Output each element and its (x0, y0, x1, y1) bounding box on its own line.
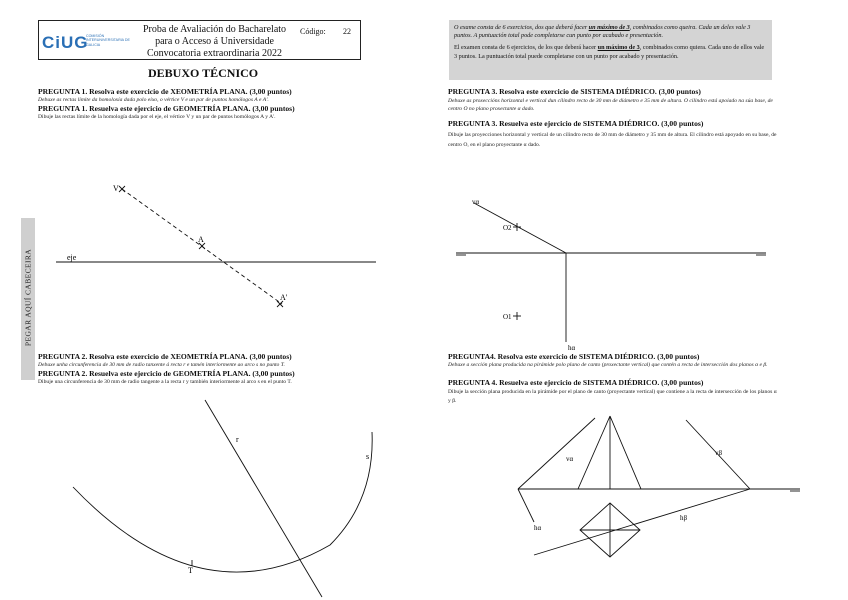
q4-label-v-beta: vβ (715, 449, 723, 457)
ciug-logo: CiUG (42, 33, 89, 52)
q4-trace-h-beta (534, 489, 750, 555)
q3-label-v-alpha: vα (472, 198, 480, 206)
q4-pyramid-right-edge (610, 416, 641, 489)
q2-arc-s (73, 432, 372, 572)
q3-point-o2 (513, 223, 521, 231)
q4-drawing (518, 416, 800, 557)
q2-label-t: T (188, 566, 193, 575)
q3-trace-v-alpha (474, 203, 566, 253)
q2-text-spanish: Dibuje una circunferencia de 30 mm de radio tangente a la recta r y también interiormente al arco s en el punto T. (38, 379, 292, 385)
q2-title-spanish: PREGUNTA 2. Resuelva este ejercicio de GEOMETRÍA PLANA. (3,00 puntos) (38, 369, 295, 378)
q3-label-o2: O2 (503, 224, 512, 232)
header-line-1: Proba de Avaliación do Bacharelato (142, 24, 287, 35)
q2-label-r: r (236, 435, 239, 444)
q1-label-a: A (198, 235, 204, 244)
q4-text-galician: Debuxe a sección plana producida na pirámide polo plano de canto (proxectante vertical) que contén a recta de intersección dos planos α e β. (448, 362, 768, 368)
codigo-value: 22 (343, 27, 351, 36)
q4-pyramid-left-edge (578, 416, 610, 489)
instructions-galician: O exame consta de 6 exercicios, dos que deberá facer un máximo de 3, combinados como queira. Cada un deles vale 3 puntos. A puntuación total pode completarse cun punto por acabado e presentación. (454, 24, 751, 40)
q4-label-h-alpha: hα (534, 524, 542, 532)
q3-label-h-alpha: hα (568, 344, 576, 352)
header-line-2: para o Acceso á Universidade (155, 36, 274, 47)
q1-title-spanish: PREGUNTA 1. Resuelva este ejercicio de GEOMETRÍA PLANA. (3,00 puntos) (38, 104, 295, 113)
codigo-label: Código: (300, 27, 326, 36)
q2-line-r (205, 400, 322, 597)
q2-drawing (73, 400, 372, 597)
page-title: DEBUXO TÉCNICO (148, 66, 259, 80)
q1-text-galician: Debuxe as rectas límite da homoloxía dada polo eixo, o vértice V e un par de puntos homólogos A e A'. (38, 97, 269, 103)
q3-label-o1: O1 (503, 313, 512, 321)
q4-title-spanish: PREGUNTA 4. Resuelva este ejercicio de SISTEMA DIÉDRICO. (3,00 puntos) (448, 378, 704, 387)
q3-title-galician: PREGUNTA 3. Resolva este exercicio de SISTEMA DIÉDRICO. (3,00 puntos) (448, 87, 701, 96)
q2-title-galician: PREGUNTA 2. Resolva este exercicio de XEOMETRÍA PLANA. (3,00 puntos) (38, 352, 292, 361)
q1-label-a-prime: A' (280, 293, 288, 302)
q3-point-o1 (513, 312, 521, 320)
header-line-3: Convocatoria extraordinaria 2022 (147, 48, 282, 59)
q4-title-galician: PREGUNTA4. Resolva este exercicio de SISTEMA DIÉDRICO. (3,00 puntos) (448, 352, 700, 361)
q4-label-v-alpha: vα (566, 455, 574, 463)
q1-label-eje: eje (67, 253, 77, 262)
q1-text-spanish: Dibuje las rectas límite de la homología dada por el eje, el vértice V y un par de puntos homólogos A y A'. (38, 114, 276, 120)
q4-text-spanish: Dibuje la sección plana producida en la pirámide por el plano de canto (proyectante vertical) que contiene a la recta de intersección de los planos α y β. (448, 389, 777, 404)
q2-label-s: s (366, 452, 370, 461)
q4-trace-h-alpha (518, 489, 534, 522)
q1-point-v (119, 186, 125, 192)
q1-label-v: V (113, 184, 119, 193)
q3-text-galician: Debuxe as proxeccións horizontal e vertical dun cilindro recto de 30 mm de diámetro e 35 mm de altura. O cilindro está apoiado na súa base, de centro O no plano proxectante α dado. (448, 98, 773, 112)
q4-label-h-beta: hβ (680, 514, 688, 522)
instructions-spanish: El examen consta de 6 ejercicios, de los que deberá hacer un máximo de 3, combinados como quiera. Cada uno de ellos vale 3 puntos. La puntuación total puede completarse con un punto por acabado y presentación. (454, 44, 765, 60)
q4-trace-v-alpha (518, 418, 595, 489)
q1-title-galician: PREGUNTA 1. Resolva este exercicio de XEOMETRÍA PLANA. (3,00 puntos) (38, 87, 292, 96)
q3-title-spanish: PREGUNTA 3. Resuelva este ejercicio de SISTEMA DIÉDRICO. (3,00 puntos) (448, 119, 704, 128)
ciug-logo-subtitle: COMISIÓN INTERUNIVERSITARIA DE GALICIA (86, 34, 130, 47)
q3-text-spanish: Dibuje las proyecciones horizontal y vertical de un cilindro recto de 30 mm de diámetro y 35 mm de altura. El cilindro está apoyado en su base, de centro O, en el plano proyectante α dado. (448, 132, 777, 148)
q1-drawing (56, 186, 376, 307)
paste-header-label: PEGAR AQUÍ CABECEIRA (23, 248, 33, 347)
q2-text-galician: Debuxe unha circunferencia de 30 mm de radio tanxente á recta r e tamén interiormente ao arco s no punto T. (38, 362, 285, 368)
